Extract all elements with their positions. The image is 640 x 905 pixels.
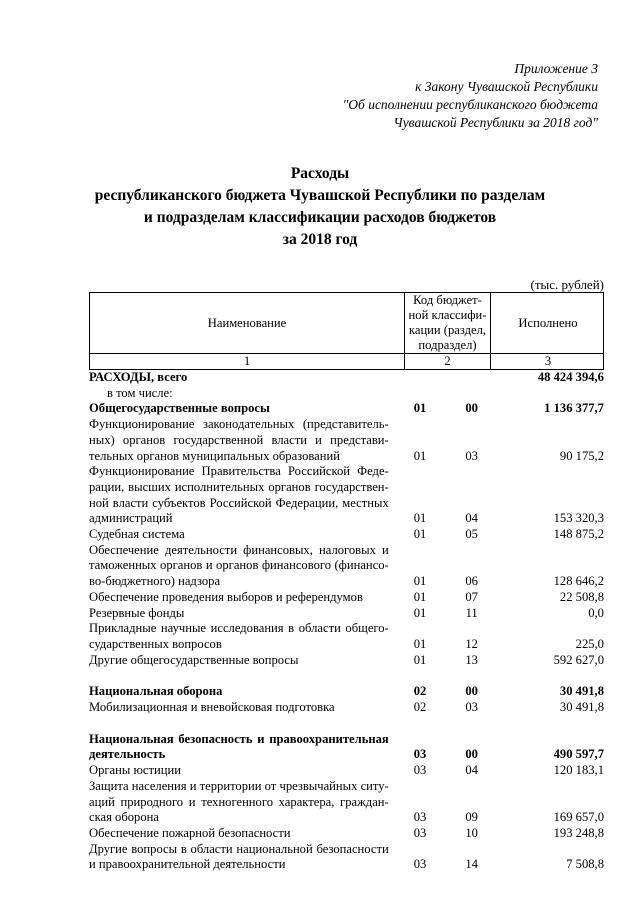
row-name: [89, 732, 395, 763]
row-subsection-code: 00: [465, 747, 478, 762]
row-name: [89, 606, 395, 622]
column-number-1: 1: [243, 354, 251, 368]
row-name-line: сударственных вопросов: [89, 636, 222, 651]
row-name-line: Другие вопросы в области национальной безопасности: [89, 841, 389, 856]
row-section-code: 02: [413, 684, 427, 699]
row-name-line: в том числе:: [107, 385, 173, 400]
table-row: [89, 700, 604, 716]
table-row: [89, 417, 604, 464]
row-name-line: Судебная система: [89, 527, 185, 542]
row-executed-value: 0,0: [588, 605, 604, 620]
row-section-code: 02: [413, 700, 427, 715]
appendix-line-3: "Об исполнении республиканского бюджета: [342, 97, 598, 112]
table-row: [89, 763, 604, 779]
row-subsection-code: 10: [465, 825, 478, 840]
table-row: [89, 386, 604, 402]
row-executed-value: 120 183,1: [553, 763, 604, 778]
row-name: [89, 700, 395, 716]
row-name: [89, 684, 395, 700]
table-row: [89, 732, 604, 763]
row-section-code: 03: [413, 747, 427, 762]
row-section-code: 03: [413, 825, 427, 840]
row-executed-value: 1 136 377,7: [544, 401, 604, 416]
row-name: [89, 417, 395, 464]
row-executed-value: 225,0: [575, 636, 604, 651]
row-name: [89, 779, 395, 826]
row-name-line: Прикладные научные исследования в области общего-: [89, 621, 389, 636]
row-executed-value: 30 491,8: [559, 684, 604, 699]
column-numbering-row: [89, 353, 604, 370]
title-line-4: за 2018 год: [282, 231, 358, 248]
row-name: [89, 464, 395, 527]
row-name-line: Резервные фонды: [89, 605, 185, 620]
title-line-2: республиканского бюджета Чувашской Республики по разделам: [94, 187, 546, 204]
table-row: [89, 370, 604, 386]
row-name-line: Функционирование Правительства Российской Феде-: [89, 464, 389, 479]
header-code: [404, 293, 490, 353]
row-executed-value: 153 320,3: [553, 511, 604, 526]
row-section-code: 01: [413, 636, 427, 651]
column-number-2: 2: [404, 354, 490, 369]
row-section-code: 01: [413, 605, 427, 620]
table-row: [89, 779, 604, 826]
table-row: [89, 590, 604, 606]
table-row: [89, 527, 604, 543]
table-row: [89, 842, 604, 873]
row-executed-value: 490 597,7: [553, 747, 604, 762]
row-executed-value: 48 424 394,6: [537, 370, 604, 384]
row-name-line: Обеспечение проведения выборов и референдумов: [89, 589, 363, 604]
row-name: [89, 527, 395, 543]
row-executed-value: 148 875,2: [553, 527, 604, 542]
header-code-line-2: ной классифи-: [408, 308, 487, 322]
row-section-code: 03: [413, 810, 427, 825]
column-number-3: 3: [490, 354, 605, 369]
table-row: [89, 543, 604, 590]
row-name-line: Национальная оборона: [89, 684, 223, 699]
table-header: [89, 292, 604, 353]
row-name-line: Защита населения и территории от чрезвычайных ситу-: [89, 778, 389, 793]
row-subsection-code: 07: [465, 589, 478, 604]
row-name-line: во-бюджетного) надзора: [89, 574, 221, 589]
appendix-line-4: Чувашской Республики за 2018 год": [393, 115, 598, 130]
row-name-line: ных) органов государственной власти и представи-: [89, 432, 389, 447]
row-name-line: Обеспечение деятельности финансовых, налоговых и: [89, 542, 389, 557]
row-subsection-code: 03: [465, 700, 478, 715]
row-executed-value: 30 491,8: [559, 700, 604, 715]
header-code-line-3: кации (раздел,: [408, 323, 487, 337]
table-body: [89, 370, 604, 873]
table-row: [89, 826, 604, 842]
row-subsection-code: 11: [465, 605, 478, 620]
table-row: [89, 653, 604, 669]
row-name: [89, 826, 395, 842]
row-name-line: РАСХОДЫ, всего: [89, 370, 188, 384]
row-name-line: Мобилизационная и вневойсковая подготовка: [89, 700, 335, 715]
row-subsection-code: 04: [465, 763, 478, 778]
appendix-line-1: Приложение 3: [514, 61, 598, 76]
row-name-line: Общегосударственные вопросы: [89, 401, 270, 416]
row-name: [89, 590, 395, 606]
row-subsection-code: 14: [465, 857, 478, 872]
row-section-code: 01: [413, 652, 427, 667]
expenditure-table: [89, 292, 604, 873]
title-line-3: и подразделам классификации расходов бюджетов: [143, 209, 497, 226]
row-name-line: аций природного и техногенного характера, граждан-: [89, 794, 389, 809]
row-subsection-code: 00: [465, 684, 478, 699]
table-row: [89, 684, 604, 700]
row-executed-value: 7 508,8: [566, 857, 604, 872]
row-name-line: тельных органов муниципальных образований: [89, 448, 340, 463]
row-subsection-code: 04: [465, 511, 478, 526]
row-section-code: 01: [413, 574, 427, 589]
header-name: Наименование: [207, 315, 287, 330]
row-name-line: ной власти субъектов Российской Федерации, местных: [89, 495, 389, 510]
row-section-code: 01: [413, 527, 427, 542]
row-name-line: таможенных органов и органов финансового (финансо-: [89, 558, 389, 573]
row-subsection-code: 12: [465, 636, 478, 651]
row-section-code: 03: [413, 857, 427, 872]
row-name-line: рации, высших исполнительных органов государствен-: [89, 479, 389, 494]
row-name: [89, 842, 395, 873]
row-section-code: 03: [413, 763, 427, 778]
row-name: [89, 401, 395, 417]
title-line-1: Расходы: [290, 165, 350, 182]
row-spacer: [89, 668, 604, 684]
units-note: (тыс. рублей): [530, 277, 604, 292]
row-name: [89, 763, 395, 779]
row-section-code: 01: [413, 511, 427, 526]
row-name: [89, 621, 395, 652]
row-name: [89, 653, 395, 669]
row-executed-value: 128 646,2: [553, 574, 604, 589]
row-subsection-code: 13: [465, 652, 478, 667]
header-executed: Исполнено: [490, 293, 605, 353]
row-section-code: 01: [413, 589, 427, 604]
row-spacer: [89, 716, 604, 732]
table-row: [89, 464, 604, 527]
row-subsection-code: 00: [465, 401, 478, 416]
table-row: [89, 621, 604, 652]
row-name-line: Функционирование законодательных (представитель-: [89, 417, 389, 432]
table-row: [89, 401, 604, 417]
appendix-header: [343, 60, 598, 132]
row-name: [89, 370, 395, 386]
row-executed-value: 90 175,2: [559, 448, 604, 463]
table-row: [89, 606, 604, 622]
row-name-line: Национальная безопасность и правоохранительная: [89, 731, 389, 746]
row-name-line: Обеспечение пожарной безопасности: [89, 825, 291, 840]
document-title: [0, 163, 640, 251]
row-name-line: Органы юстиции: [89, 763, 181, 778]
row-executed-value: 169 657,0: [553, 810, 604, 825]
row-section-code: 01: [413, 448, 427, 463]
row-executed-value: 592 627,0: [553, 652, 604, 667]
row-subsection-code: 09: [465, 810, 478, 825]
header-code-line-4: подраздел): [418, 338, 477, 352]
row-name-line: Другие общегосударственные вопросы: [89, 652, 299, 667]
row-name-line: и правоохранительной деятельности: [89, 857, 286, 872]
row-name: [89, 386, 395, 402]
row-section-code: 01: [413, 401, 427, 416]
row-executed-value: 22 508,8: [559, 589, 604, 604]
header-code-line-1: Код бюджет-: [413, 293, 482, 307]
row-executed-value: 193 248,8: [553, 825, 604, 840]
row-name-line: администраций: [89, 511, 173, 526]
appendix-line-2: к Закону Чувашской Республики: [415, 79, 598, 94]
row-subsection-code: 05: [465, 527, 478, 542]
row-subsection-code: 06: [465, 574, 478, 589]
row-name-line: деятельность: [89, 747, 166, 762]
row-subsection-code: 03: [465, 448, 478, 463]
row-name-line: ская оборона: [89, 810, 159, 825]
row-name: [89, 543, 395, 590]
